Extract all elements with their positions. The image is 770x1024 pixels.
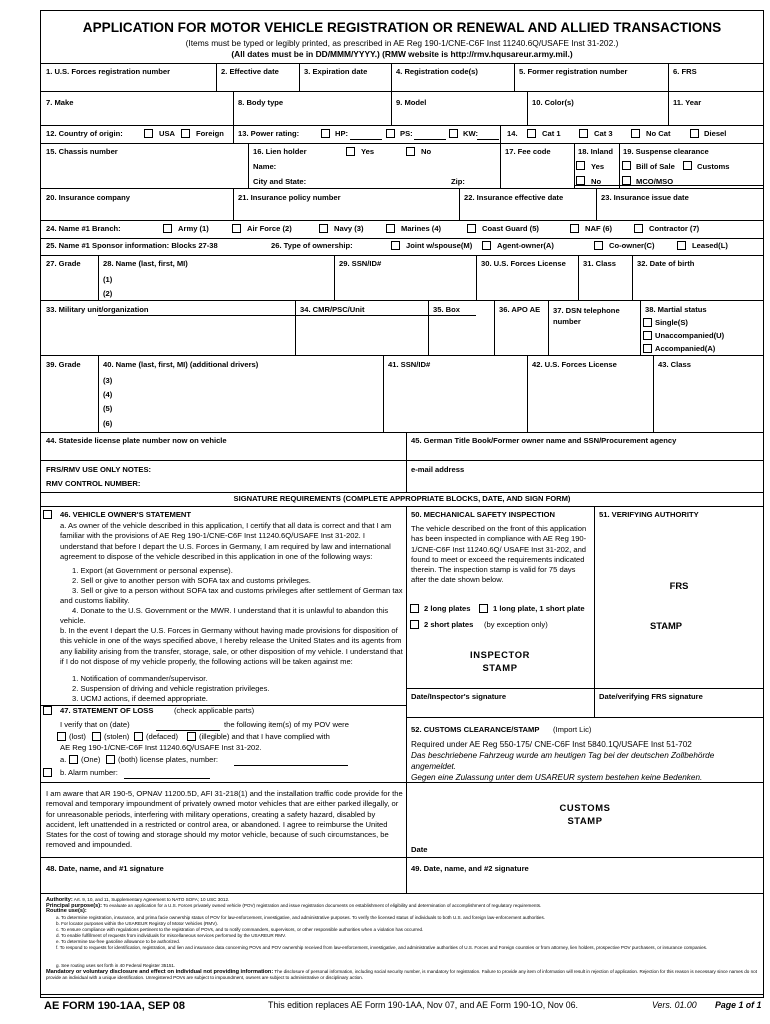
army-label: Army (1): [178, 224, 209, 233]
privacy-routine-uses: Routine use(s):: [46, 908, 87, 914]
owner-statement-a: a. As owner of the vehicle described in this application, I certify that all data is correct and that I am familiar with the provisions of AE Reg 190-1/CNE-C6F Inst 11240.6Q/USAFE Inst 31-202. I understand that before I depart the U.S. Forces in Germany, I am required by law and international agreement to dispose of the vehicle described in this application in one of the following ways:: [60, 521, 392, 561]
field-email[interactable]: e-mail address: [411, 465, 465, 474]
field-registration-number[interactable]: 1. U.S. Forces registration number: [46, 67, 171, 76]
short-plates-label: 2 short plates: [424, 620, 474, 629]
privacy-routine-e: e. To determine tax-free gasoline allowance to be authorized.: [56, 939, 181, 944]
alarm-number-input[interactable]: [124, 778, 210, 779]
owner-statement-a2: 2. Sell or give to another person with SOFA tax and customs privileges.: [72, 576, 311, 585]
field-license-30[interactable]: 30. U.S. Forces License: [481, 259, 566, 268]
customs-clearance-hint: (Import Lic): [553, 725, 592, 734]
rmv-control-number: RMV CONTROL NUMBER:: [46, 479, 141, 488]
airforce-checkbox[interactable]: [232, 224, 241, 233]
alarm-number-label: b. Alarm number:: [60, 768, 118, 777]
frs-signature-field[interactable]: Date/verifying FRS signature: [599, 692, 703, 701]
customs-german-text-1: Das beschriebene Fahrzeug wurde am heutigen Tag bei der deutschen Zollbehörde angemeldet.: [411, 751, 715, 771]
ownership-label: 26. Type of ownership:: [271, 241, 353, 250]
inspector-stamp-label: INSPECTOR: [470, 649, 530, 660]
owner-statement-b3: 3. UCMJ actions, if deemed appropriate.: [72, 694, 208, 703]
cat1-checkbox[interactable]: [527, 129, 536, 138]
one-plate-checkbox[interactable]: [69, 755, 78, 764]
privacy-authority-label: Authority:: [46, 897, 73, 903]
lien-holder-label: 16. Lien holder: [253, 147, 307, 156]
privacy-purpose-label: Principal purpose(s):: [46, 903, 102, 909]
name-line-4[interactable]: (4): [103, 390, 113, 399]
joint-checkbox[interactable]: [391, 241, 400, 250]
customs-checkbox[interactable]: [683, 161, 692, 170]
defaced-label: (defaced): [146, 732, 179, 741]
single-checkbox[interactable]: [643, 318, 652, 327]
field-grade-27[interactable]: 27. Grade: [46, 259, 81, 268]
field-frs[interactable]: 6. FRS: [673, 67, 697, 76]
agent-owner-label: Agent-owner(A): [497, 241, 554, 250]
unaccompanied-checkbox[interactable]: [643, 331, 652, 340]
field-insurance-policy[interactable]: 21. Insurance policy number: [238, 193, 341, 202]
lost-label: (lost): [69, 732, 86, 741]
stolen-label: (stolen): [104, 732, 130, 741]
naf-checkbox[interactable]: [570, 224, 579, 233]
accompanied-label: Accompanied(A): [655, 344, 716, 353]
kw-input[interactable]: [477, 139, 499, 140]
long-short-plate-label: 1 long plate, 1 short plate: [493, 604, 585, 613]
privacy-purpose: [46, 903, 758, 909]
privacy-routine-c: c. To ensure compliance with regulations pertinent to the registration of POVs, and to notify commanders, supervisors, or other responsible authorities when a violation has occurred.: [56, 927, 424, 932]
single-label: Single(S): [655, 318, 688, 327]
frs-stamp-label-2: STAMP: [649, 620, 683, 631]
form-title: APPLICATION FOR MOTOR VEHICLE REGISTRATION OR RENEWAL AND ALLIED TRANSACTIONS: [82, 20, 722, 35]
name-line-1[interactable]: (1): [103, 275, 113, 284]
owner-statement-checkbox[interactable]: [43, 510, 52, 519]
loss-statement-hint: (check applicable parts): [174, 706, 255, 715]
form-number: AE FORM 190-1AA, SEP 08: [44, 1000, 186, 1012]
field-14-label: 14.: [507, 129, 518, 138]
ps-checkbox[interactable]: [386, 129, 395, 138]
accompanied-checkbox[interactable]: [643, 344, 652, 353]
marines-checkbox[interactable]: [386, 224, 395, 233]
field-insurance-company[interactable]: 20. Insurance company: [46, 193, 130, 202]
lien-name-label: Name:: [253, 162, 277, 171]
owner-statement-title: 46. VEHICLE OWNER'S STATEMENT: [60, 510, 192, 519]
nocat-label: No Cat: [646, 129, 671, 138]
sponsor-info-label: 25. Name #1 Sponsor information: Blocks 27-38: [46, 241, 218, 250]
long-plates-label: 2 long plates: [424, 604, 471, 613]
defaced-checkbox[interactable]: [134, 732, 143, 741]
field-class-31[interactable]: 31. Class: [583, 259, 616, 268]
field-military-unit[interactable]: 33. Military unit/organization: [46, 305, 149, 314]
field-insurance-effective[interactable]: 22. Insurance effective date: [464, 193, 564, 202]
field-year[interactable]: 11. Year: [673, 98, 702, 107]
lien-zip-label: Zip:: [451, 177, 465, 186]
bill-of-sale-label: Bill of Sale: [636, 162, 675, 171]
field-fee-code[interactable]: 17. Fee code: [505, 147, 551, 156]
leased-label: Leased(L): [692, 241, 728, 250]
impoundment-statement: I am aware that AR 190-5, OPNAV 11200.5D, AFI 31-218(1) and the installation traffic code provide for the removal and temporary impoundment of privately owned motor vehicles that are either parked illegally, or for unreasonable periods, interfering with military operations, creating a safety hazard, disabled by accident, left unattended in a restricted or control area, or abandoned. I agree to reimburse the United States for the cost of towing and storage should my motor vehicle, because of such circumstances, be removed and impounded.: [46, 789, 403, 850]
cat1-label: Cat 1: [542, 129, 561, 138]
field-ssn-41[interactable]: 41. SSN/ID#: [388, 360, 431, 369]
navy-checkbox[interactable]: [319, 224, 328, 233]
form-version: Vers. 01.00: [652, 1000, 697, 1010]
signature-2-field[interactable]: 49. Date, name, and #2 signature: [411, 864, 529, 873]
field-chassis-number[interactable]: 15. Chassis number: [46, 147, 118, 156]
contractor-checkbox[interactable]: [634, 224, 643, 233]
signature-requirements-heading: SIGNATURE REQUIREMENTS (COMPLETE APPROPRIATE BLOCKS, DATE, AND SIGN FORM): [233, 494, 571, 503]
privacy-authority-text: Art. 9, 10, and 11, Supplementary Agreement to NATO SOFA; 10 USC 3012.: [73, 897, 230, 902]
loss-statement-title: 47. STATEMENT OF LOSS: [60, 706, 154, 715]
lien-yes-label: Yes: [361, 147, 375, 156]
owner-statement-a1: 1. Export (at Government or personal expense).: [72, 566, 233, 575]
field-effective-date[interactable]: 2. Effective date: [221, 67, 279, 76]
field-apo[interactable]: 36. APO AE: [499, 305, 541, 314]
field-dsn-number: number: [553, 317, 581, 326]
joint-label: Joint w/spouse(M): [406, 241, 473, 250]
alarm-checkbox[interactable]: [43, 768, 52, 777]
hp-label: HP:: [335, 129, 349, 138]
nocat-checkbox[interactable]: [631, 129, 640, 138]
loss-verify-text-2: the following item(s) of my POV were: [224, 720, 349, 729]
name-line-3[interactable]: (3): [103, 376, 113, 385]
customs-german-text-2: Gegen eine Zulassung unter dem USAREUR system bestehen keine Bedenken.: [411, 773, 703, 782]
loss-statement-checkbox[interactable]: [43, 706, 52, 715]
field-cmr[interactable]: 34. CMR/PSC/Unit: [300, 305, 365, 314]
signature-1-field[interactable]: 48. Date, name, and #1 signature: [46, 864, 164, 873]
kw-checkbox[interactable]: [449, 129, 458, 138]
leased-checkbox[interactable]: [677, 241, 686, 250]
marines-label: Marines (4): [401, 224, 442, 233]
co-owner-label: Co-owner(C): [609, 241, 655, 250]
customs-stamp-label-2: STAMP: [567, 815, 603, 826]
coastguard-label: Coast Guard (5): [482, 224, 539, 233]
privacy-mandatory-label: Mandatory or voluntary disclosure and effect on individual not providing information:: [46, 969, 274, 975]
co-owner-checkbox[interactable]: [594, 241, 603, 250]
mco-label: MCO/MSO: [636, 177, 674, 186]
long-plates-checkbox[interactable]: [410, 604, 419, 613]
contractor-label: Contractor (7): [649, 224, 700, 233]
owner-statement-a4: 4. Donate to the U.S. Government or the MWR. I understand that it is unlawful to abandon this vehicle.: [60, 606, 389, 626]
loss-reg-text: AE Reg 190-1/CNE-C6F Inst 11240.6Q/USAFE Inst 31-202.: [60, 743, 262, 752]
inland-yes-checkbox[interactable]: [576, 161, 585, 170]
loss-verify-text: I verify that on (date): [60, 720, 130, 729]
agent-owner-checkbox[interactable]: [482, 241, 491, 250]
naf-label: NAF (6): [585, 224, 612, 233]
inland-no-checkbox[interactable]: [576, 176, 585, 185]
ps-input[interactable]: [414, 139, 446, 140]
inspector-stamp-label-2: STAMP: [482, 662, 518, 673]
one-plate-label: (One): [81, 755, 101, 764]
long-short-plate-checkbox[interactable]: [479, 604, 488, 613]
loss-a-label: a.: [60, 755, 67, 764]
foreign-label: Foreign: [196, 129, 224, 138]
safety-inspection-text: The vehicle described on the front of this application has been inspected in compliance with AE Reg 190-1/CNE-C6F Inst 11240.6Q/ USAFE Inst 31-202, and found to meet or exceed the requirements indicated therein. The inspection stamp is valid for 75 days after the date shown below.: [411, 524, 587, 585]
inland-no-label: No: [591, 177, 602, 186]
field-make[interactable]: 7. Make: [46, 98, 74, 107]
field-registration-codes[interactable]: 4. Registration code(s): [396, 67, 478, 76]
privacy-routine-f: f. To respond to requests for identification, registration, and lien and insurance data concerning POVs and POV ownership received from law-enforcement, investigative, and administrative authorities of U.S. Forces and Foreign countries or from attorney, lien holders, prospective POV purchasers, or insurance companies.: [56, 945, 708, 950]
hp-input[interactable]: [350, 139, 382, 140]
form-date-note: (All dates must be in DD/MMM/YYYY.) (RMW website is http://rmv.hqusareur.army.mil.): [231, 49, 573, 59]
illegible-checkbox[interactable]: [187, 732, 196, 741]
bill-of-sale-checkbox[interactable]: [622, 161, 631, 170]
lien-no-label: No: [421, 147, 432, 156]
mco-checkbox[interactable]: [622, 176, 631, 185]
inland-label: 18. Inland: [578, 147, 614, 156]
country-of-origin-label: 12. Country of origin:: [46, 129, 123, 138]
inland-yes-label: Yes: [591, 162, 605, 171]
page-indicator: Page 1 of 1: [715, 1000, 762, 1010]
field-german-title[interactable]: 45. German Title Book/Former owner name and SSN/Procurement agency: [411, 436, 677, 445]
customs-date-field[interactable]: Date: [411, 845, 428, 854]
stolen-checkbox[interactable]: [92, 732, 101, 741]
lien-no-checkbox[interactable]: [406, 147, 415, 156]
army-checkbox[interactable]: [163, 224, 172, 233]
usa-checkbox[interactable]: [144, 129, 153, 138]
field-class-43[interactable]: 43. Class: [658, 360, 691, 369]
plate-number-input[interactable]: [234, 765, 348, 766]
customs-label: Customs: [697, 162, 730, 171]
field-expiration-date[interactable]: 3. Expiration date: [304, 67, 368, 76]
safety-inspection-title: 50. MECHANICAL SAFETY INSPECTION: [411, 510, 556, 519]
field-box[interactable]: 35. Box: [433, 305, 461, 314]
short-plates-note: (by exception only): [484, 620, 548, 629]
cat3-checkbox[interactable]: [579, 129, 588, 138]
field-former-registration[interactable]: 5. Former registration number: [519, 67, 628, 76]
diesel-checkbox[interactable]: [690, 129, 699, 138]
customs-clearance-title: 52. CUSTOMS CLEARANCE/STAMP: [411, 725, 540, 734]
field-model[interactable]: 9. Model: [396, 98, 427, 107]
name-line-2[interactable]: (2): [103, 289, 113, 298]
marital-status-label: 38. Martial status: [645, 305, 707, 314]
lien-city-label: City and State:: [253, 177, 307, 186]
kw-label: KW:: [463, 129, 479, 138]
field-license-42[interactable]: 42. U.S. Forces License: [532, 360, 617, 369]
both-plates-label: (both) license plates, number:: [118, 755, 219, 764]
field-stateside-plate[interactable]: 44. Stateside license plate number now on vehicle: [46, 436, 227, 445]
coastguard-checkbox[interactable]: [467, 224, 476, 233]
lien-yes-checkbox[interactable]: [346, 147, 355, 156]
frs-stamp-label: FRS: [669, 580, 689, 591]
short-plates-checkbox[interactable]: [410, 620, 419, 629]
form-subtitle: (Items must be typed or legibly printed, as prescribed in AE Reg 190-1/CNE-C6F Inst 11240.6Q/USAFE Inst 31-202.): [185, 38, 619, 48]
hp-checkbox[interactable]: [321, 129, 330, 138]
usa-label: USA: [159, 129, 176, 138]
inspector-signature-field[interactable]: Date/Inspector's signature: [411, 692, 507, 701]
name-line-6[interactable]: (6): [103, 419, 113, 428]
owner-statement-a3: 3. Sell or give to a person without SOFA tax and customs privileges after settlement of German tax and customs liability.: [60, 586, 403, 606]
diesel-label: Diesel: [704, 129, 727, 138]
navy-label: Navy (3): [334, 224, 364, 233]
loss-date-input[interactable]: [156, 730, 220, 731]
field-body-type[interactable]: 8. Body type: [238, 98, 284, 107]
privacy-routine-a: a. To determine registration, insurance, and prima facie ownership status of POV for law-enforcement, investigative, and administrative purposes. To verify the licensed status of individuals to both U.S. and foreign law-enforcement authorities.: [56, 915, 546, 920]
field-name-28: 28. Name (last, first, MI): [103, 259, 188, 268]
field-ssn-29[interactable]: 29. SSN/ID#: [339, 259, 382, 268]
cat3-label: Cat 3: [594, 129, 613, 138]
privacy-mandatory: [46, 969, 758, 981]
owner-statement-b: b. In the event I depart the U.S. Forces in Germany without having made provisions for disposition of this vehicle in one of the ways specified above, I hereby release the United States and its agents from any liability arising from the transfer, storage, sale, or other disposition of my vehicle. I understand that if I do not dispose of my vehicle properly, the following actions will be taken against me:: [60, 626, 403, 666]
privacy-routine-b: b. For locator purposes within the USAREUR Registry of Motor Vehicles (RMV).: [56, 921, 219, 926]
field-colors[interactable]: 10. Color(s): [532, 98, 574, 107]
owner-statement-b1: 1. Notification of commander/supervisor.: [72, 674, 208, 683]
field-name-40: 40. Name (last, first, MI) (additional drivers): [103, 360, 259, 369]
privacy-purpose-text: To evaluate an application for a U.S. Forces privately owned vehicle (POV) registration and issue registration documents on establishment of eligibility and determination of accomplishment of regulatory requirements.: [103, 903, 542, 908]
privacy-routine-d: d. To enable fulfillment of requests from individuals for miscellaneous services performed by the USAREUR RMV.: [56, 933, 287, 938]
name-line-5[interactable]: (5): [103, 404, 113, 413]
field-grade-39[interactable]: 39. Grade: [46, 360, 81, 369]
both-plates-checkbox[interactable]: [106, 755, 115, 764]
unaccompanied-label: Unaccompanied(U): [655, 331, 725, 340]
illegible-label: (illegible) and that I have complied with: [199, 732, 330, 741]
verifying-authority-title: 51. VERIFYING AUTHORITY: [599, 510, 699, 519]
branch-label: 24. Name #1 Branch:: [46, 224, 121, 233]
customs-stamp-label: CUSTOMS: [559, 802, 611, 813]
lost-checkbox[interactable]: [57, 732, 66, 741]
field-dob-32[interactable]: 32. Date of birth: [637, 259, 695, 268]
ps-label: PS:: [400, 129, 413, 138]
foreign-checkbox[interactable]: [181, 129, 190, 138]
suspense-clearance-label: 19. Suspense clearance: [623, 147, 709, 156]
field-insurance-issue[interactable]: 23. Insurance issue date: [601, 193, 689, 202]
field-dsn[interactable]: 37. DSN telephone: [553, 306, 620, 315]
edition-note: This edition replaces AE Form 190-1AA, Nov 07, and AE Form 190-1O, Nov 06.: [268, 1000, 578, 1010]
power-rating-label: 13. Power rating:: [238, 129, 300, 138]
owner-statement-b2: 2. Suspension of driving and vehicle registration privileges.: [72, 684, 270, 693]
rmv-notes-label: FRS/RMV USE ONLY NOTES:: [46, 465, 152, 474]
privacy-routine-g: g. See routing uses set forth in 40 Federal Register 35151.: [56, 963, 176, 968]
customs-requirement: Required under AE Reg 550-175/ CNE-C6F Inst 5840.1Q/USAFE Inst 51-702: [411, 740, 692, 749]
privacy-mandatory-text: The disclosure of personal information, including social security number, is mandatory for registration. Failure to provide any item of information will result in rejection of application. Rejection for this reason is necessary since names do not provide an individual with a unique identification. Unregistered POVs are subject to impoundment, owners are subject to administrative or disciplinary action.: [46, 969, 757, 981]
airforce-label: Air Force (2): [247, 224, 292, 233]
